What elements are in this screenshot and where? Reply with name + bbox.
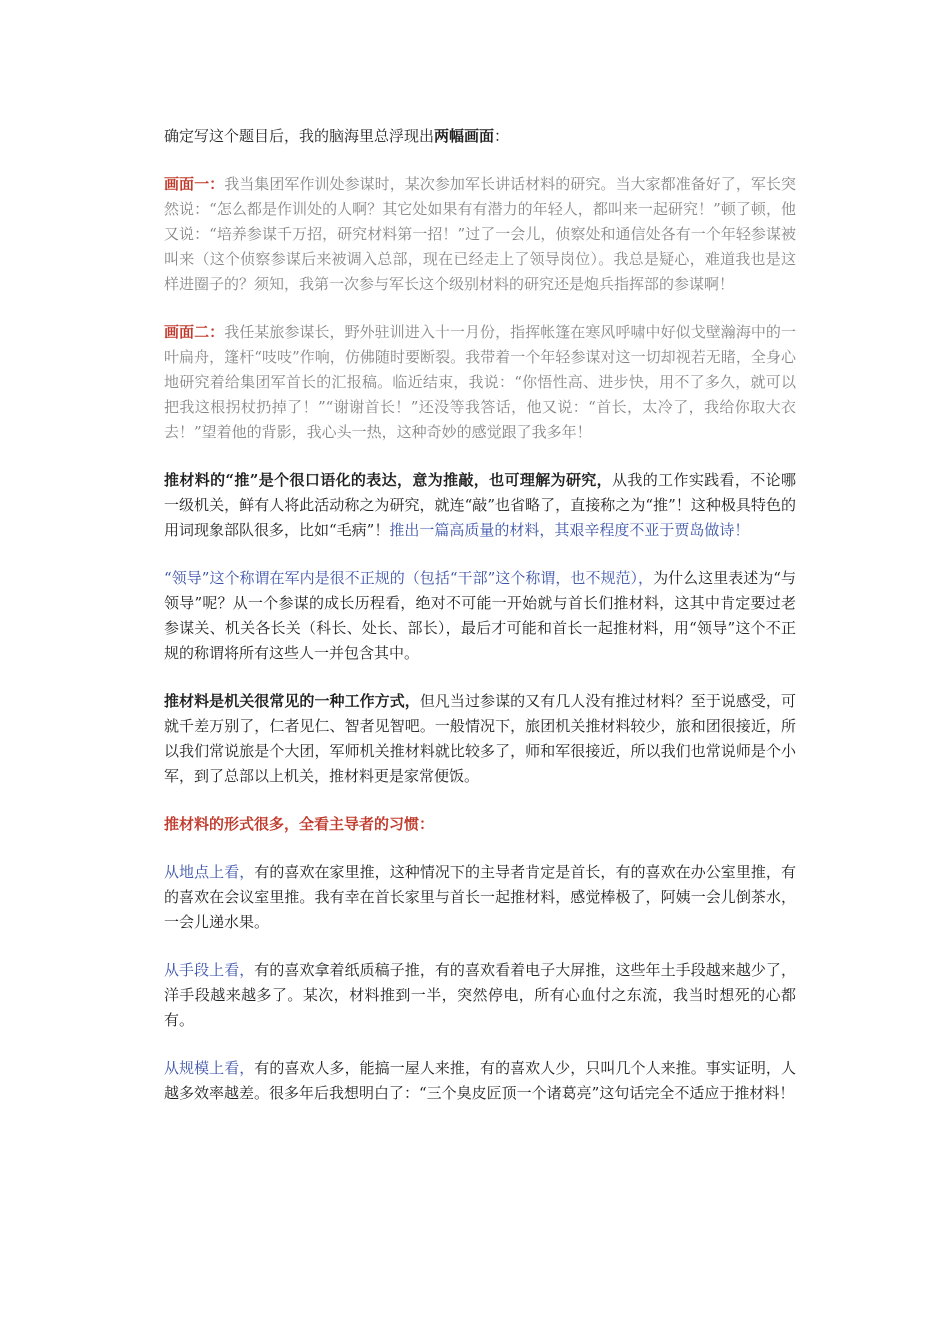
- document-body: [164, 124, 796, 1129]
- place-paragraph: [164, 860, 796, 935]
- work-paragraph: [164, 689, 796, 789]
- scale-label: 从规模上看，: [164, 1059, 255, 1077]
- forms-heading: 推材料的形式很多，全看主导者的习惯：: [164, 815, 435, 833]
- scene2-label: 画面二：: [164, 323, 225, 341]
- tui-text: 从我的工作实践看，不论哪一级机关，鲜有人将此活动称之为研究，就连“敲”也省略了，直接称之为“推”！这种极具特色的用词现象部队很多，比如“毛病”！: [164, 471, 796, 539]
- means-label: 从手段上看，: [164, 961, 255, 979]
- scene1-label: 画面一：: [164, 175, 225, 193]
- leader-paragraph: [164, 566, 796, 666]
- scene2-paragraph: [164, 320, 796, 445]
- tui-paragraph: [164, 468, 796, 543]
- tui-blue: 推出一篇高质量的材料，其艰辛程度不亚于贾岛做诗！: [389, 521, 750, 539]
- place-label: 从地点上看，: [164, 863, 255, 881]
- intro-tail: ：: [494, 127, 510, 145]
- work-text: 但凡当过参谋的又有几人没有推过材料？至于说感受，可就千差万别了，仁者见仁、智者见智吧。一般情况下，旅团机关推材料较少，旅和团很接近，所以我们常说旅是个大团，军师机关推材料就比较多了，师和军很接近，所以我们也常说师是个小军，到了总部以上机关，推材料更是家常便饭。: [164, 692, 796, 785]
- scale-text: 有的喜欢人多，能搞一屋人来推，有的喜欢人少，只叫几个人来推。事实证明，人越多效率越差。很多年后我想明白了：“三个臭皮匠顶一个诸葛亮”这句话完全不适应于推材料！: [164, 1059, 796, 1102]
- scale-paragraph: [164, 1056, 796, 1106]
- intro-paragraph: [164, 124, 796, 149]
- leader-blue: “领导”这个称谓在军内是很不正规的（包括“干部”这个称谓，也不规范），: [164, 569, 654, 587]
- intro-text: 确定写这个题目后，我的脑海里总浮现出: [164, 127, 435, 145]
- scene2-text: 我任某旅参谋长，野外驻训进入十一月份，指挥帐篷在寒风呼啸中好似戈壁瀚海中的一叶扁舟，篷杆“吱吱”作响，仿佛随时要断裂。我带着一个年轻参谋对这一切却视若无睹，全身心地研究着给集团军首长的汇报稿。临近结束，我说：“你悟性高、进步快，用不了多久，就可以把我这根拐杖扔掉了！”“谢谢首长！”还没等我答话，他又说：“首长，太冷了，我给你取大衣去！”望着他的背影，我心头一热，这种奇妙的感觉跟了我多年！: [164, 323, 796, 441]
- means-text: 有的喜欢拿着纸质稿子推，有的喜欢看着电子大屏推，这些年土手段越来越少了，洋手段越来越多了。某次，材料推到一半，突然停电，所有心血付之东流，我当时想死的心都有。: [164, 961, 796, 1029]
- scene1-paragraph: [164, 172, 796, 297]
- work-bold: 推材料是机关很常见的一种工作方式，: [164, 692, 420, 710]
- place-text: 有的喜欢在家里推，这种情况下的主导者肯定是首长，有的喜欢在办公室里推，有的喜欢在会议室里推。我有幸在首长家里与首长一起推材料，感觉棒极了，阿姨一会儿倒茶水，一会儿递水果。: [164, 863, 796, 931]
- leader-text: 为什么这里表述为“与领导”呢？从一个参谋的成长历程看，绝对不可能一开始就与首长们推材料，这其中肯定要过老参谋关、机关各长关（科长、处长、部长），最后才可能和首长一起推材料，用“领导”这个不正规的称谓将所有这些人一并包含其中。: [164, 569, 796, 662]
- intro-bold: 两幅画面: [434, 127, 495, 145]
- scene1-text: 我当集团军作训处参谋时，某次参加军长讲话材料的研究。当大家都准备好了，军长突然说：“怎么都是作训处的人啊？其它处如果有有潜力的年轻人，都叫来一起研究！”顿了顿，他又说：“培养参谋千万招，研究材料第一招！”过了一会儿，侦察处和通信处各有一个年轻参谋被叫来（这个侦察参谋后来被调入总部，现在已经走上了领导岗位）。我总是疑心，难道我也是这样进圈子的？须知，我第一次参与军长这个级别材料的研究还是炮兵指挥部的参谋啊！: [164, 175, 796, 293]
- means-paragraph: [164, 958, 796, 1033]
- tui-bold: 推材料的“推”是个很口语化的表达，意为推敲，也可理解为研究，: [164, 471, 613, 489]
